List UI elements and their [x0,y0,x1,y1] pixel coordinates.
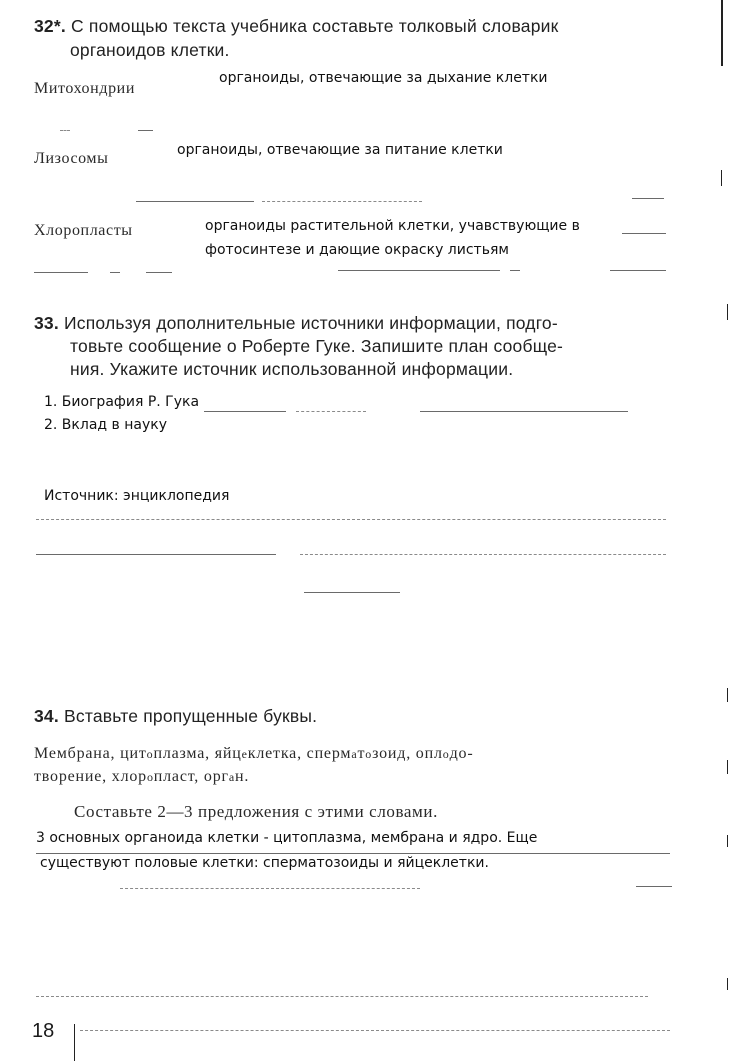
filled-letter: а [351,747,358,761]
plan-item-1: 1. Биография Р. Гука [44,394,200,410]
page-edge-bar [727,304,728,320]
answer-line [610,270,666,271]
definition-lysosomes: органоиды, отвечающие за питание клетки [177,142,503,158]
answer-line [120,888,420,889]
filled-letter: е [241,747,248,761]
filled-letter: о [146,747,154,761]
answer-line [80,1030,670,1031]
definition-mitochondria: органоиды, отвечающие за дыхание клетки [219,70,548,86]
task-33-number: 33. [34,313,59,333]
answer-line [622,233,666,234]
filled-letter: а [228,770,236,784]
words-line-2 [34,768,249,786]
page-edge-bar [721,0,723,66]
task-33-heading [34,313,558,334]
answer-line [296,411,366,412]
task-33-title-line2: товьте сообщение о Роберте Гуке. Запишите план сообще- [70,336,564,356]
task-34-title: Вставьте пропущенные буквы. [64,706,318,726]
term-lysosomes: Лизосомы [34,150,109,167]
answer-line [36,519,666,520]
word-fragment: плазма, яйц [153,745,242,762]
answer-line [262,201,422,202]
source-text: Источник: энциклопедия [44,488,230,504]
answer-line [338,270,500,271]
filled-letter: о [365,747,373,761]
answer-line [146,272,172,273]
task-33-title-line3: ния. Укажите источник использованной информации. [70,359,514,379]
answer-line [34,272,88,273]
answer-line [510,270,520,271]
answer-line [304,592,400,593]
answer-line [632,198,664,199]
words-line-1 [34,745,473,763]
answer-line [36,996,648,997]
task-33-title-line1: Используя дополнительные источники информации, подго- [64,313,558,333]
answer-line-2: существуют половые клетки: сперматозоиды и яйцеклетки. [40,855,489,871]
word-fragment: зоид, опл [372,745,443,762]
page-edge-bar [727,835,728,847]
answer-line [60,130,70,131]
answer-line [204,411,286,412]
word-fragment: н. [235,768,250,785]
task-34-heading [34,706,317,727]
filled-letter: о [442,747,450,761]
answer-line [136,201,254,202]
page-number: 18 [32,1020,55,1042]
task-32-number: 32*. [34,16,66,36]
word-fragment: до- [449,745,474,762]
answer-line [300,554,666,555]
answer-line [36,853,670,854]
task-34-instruction: Составьте 2—3 предложения с этими словами. [74,802,438,821]
answer-line [636,886,672,887]
definition-chloroplasts-line2: фотосинтезе и дающие окраску листьям [205,242,509,258]
page-edge-bar [727,978,728,990]
page-edge-bar [721,170,722,186]
word-fragment: клетка, сперм [247,745,352,762]
margin-bar [74,1024,75,1061]
task-32-title-line1: С помощью текста учебника составьте толковый словарик [71,16,559,36]
term-mitochondria: Митохондрии [34,80,135,97]
plan-item-2: 2. Вклад в науку [44,417,167,433]
word-fragment: пласт, орг [153,768,229,785]
word-fragment: т [357,745,366,762]
page-edge-bar [727,688,728,702]
task-32-heading [34,16,558,37]
definition-chloroplasts-line1: органоиды растительной клетки, учавствующие в [205,218,580,234]
answer-line [110,272,120,273]
filled-letter: о [146,770,154,784]
answer-line [36,554,276,555]
task-34-number: 34. [34,706,59,726]
term-chloroplasts: Хлоропласты [34,222,133,239]
answer-line-1: 3 основных органоида клетки - цитоплазма, мембрана и ядро. Еще [36,830,538,846]
answer-line [420,411,628,412]
page-edge-bar [727,760,728,774]
task-32-title-line2: органоидов клетки. [70,40,230,60]
word-fragment: творение, хлор [34,768,147,785]
answer-line [138,130,153,131]
word-fragment: Мембрана, цит [34,745,147,762]
